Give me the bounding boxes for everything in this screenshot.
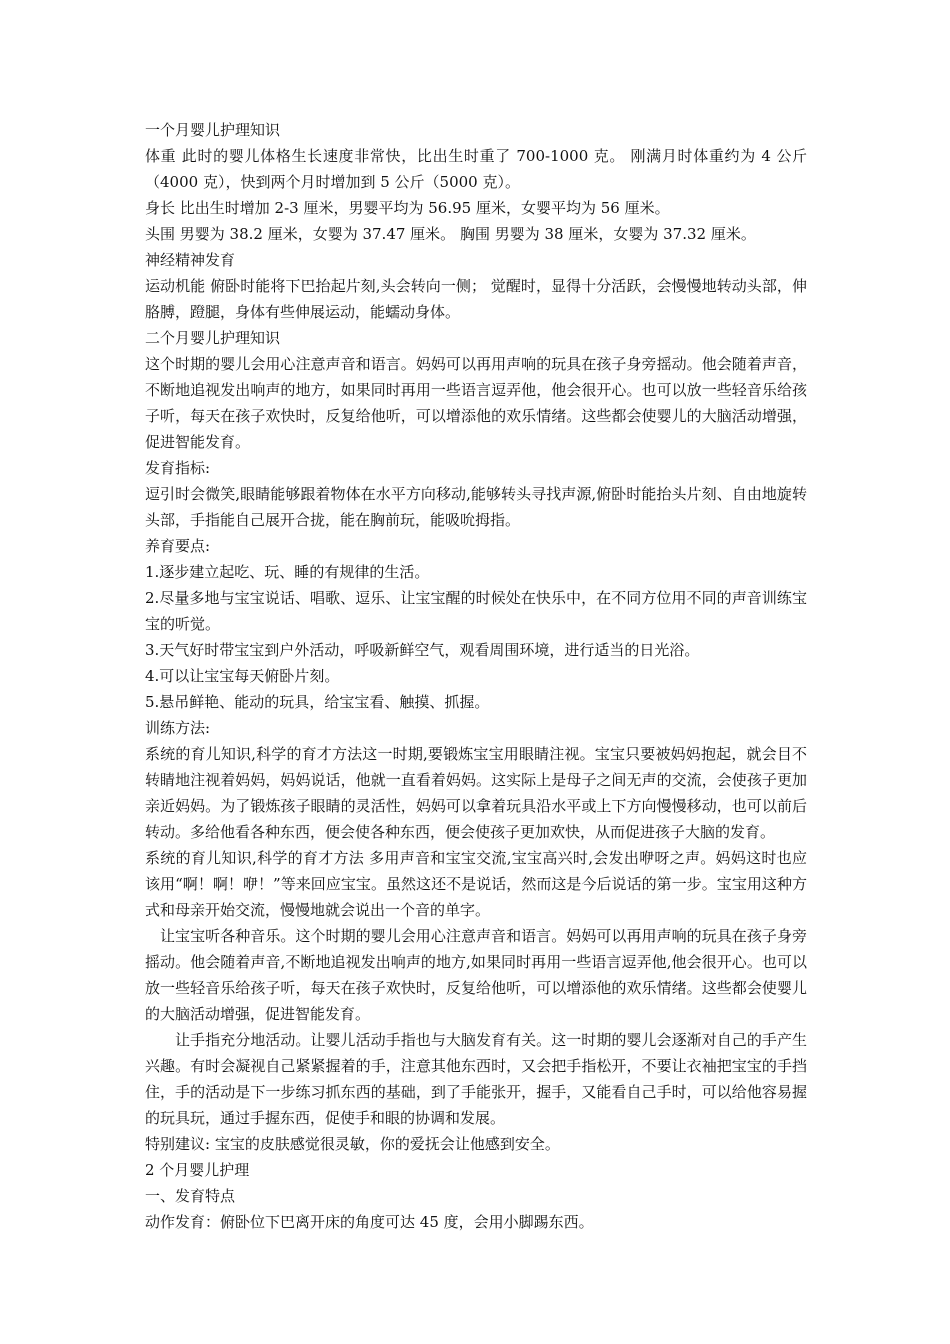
section-title: 一个月婴儿护理知识 xyxy=(145,121,281,139)
paragraph-head-chest: 头围 男婴为 38.2 厘米，女婴为 37.47 厘米。 胸围 男婴为 38 厘米，女婴为 37.32 厘米。 xyxy=(145,225,756,243)
paragraph-motor: 运动机能 俯卧时能将下巴抬起片刻,头会转向一侧； 觉醒时，显得十分活跃，会慢慢地转动头部，伸胳膊，蹬腿，身体有些伸展运动，能蠕动身体。 xyxy=(145,277,807,321)
paragraph: 系统的育儿知识,科学的育才方法 多用声音和宝宝交流,宝宝高兴时,会发出咿呀之声。妈妈这时也应该用“啊！啊！咿！”等来回应宝宝。虽然这还不是说话，然而这是今后说话的第一步。宝宝用这种方式和母亲开始交流，慢慢地就会说出一个音的单字。 xyxy=(145,849,807,919)
list-item: 1.逐步建立起吃、玩、睡的有规律的生活。 xyxy=(145,563,430,581)
paragraph: 让手指充分地活动。让婴儿活动手指也与大脑发育有关。这一时期的婴儿会逐渐对自己的手产生兴趣。有时会凝视自己紧紧握着的手，注意其他东西时，又会把手指松开，不要让衣袖把宝宝的手挡住，手的活动是下一步练习抓东西的基础，到了手能张开，握手，又能看自己手时，可以给他容易握的玩具玩，通过手握东西，促使手和眼的协调和发展。 xyxy=(145,1031,807,1127)
section-heading: 发育指标: xyxy=(145,459,211,477)
paragraph: 逗引时会微笑,眼睛能够跟着物体在水平方向移动,能够转头寻找声源,俯卧时能抬头片刻、自由地旋转头部，手指能自己展开合拢，能在胸前玩，能吸吮拇指。 xyxy=(145,485,807,529)
section-heading: 训练方法: xyxy=(145,719,211,737)
paragraph: 让宝宝听各种音乐。这个时期的婴儿会用心注意声音和语言。妈妈可以再用声响的玩具在孩子身旁摇动。他会随着声音,不断地追视发出响声的地方,如果同时再用一些语言逗弄他,他会很开心。也可以放一些轻音乐给孩子听，每天在孩子欢快时，反复给他听，可以增添他的欢乐情绪。这些都会使婴儿的大脑活动增强，促进智能发育。 xyxy=(145,927,807,1023)
paragraph: 系统的育儿知识,科学的育才方法这一时期,要锻炼宝宝用眼睛注视。宝宝只要被妈妈抱起，就会目不转睛地注视着妈妈，妈妈说话，他就一直看着妈妈。这实际上是母子之间无声的交流，会使孩子更加亲近妈妈。为了锻炼孩子眼睛的灵活性，妈妈可以拿着玩具沿水平或上下方向慢慢移动，也可以前后转动。多给他看各种东西，便会使各种东西，便会使孩子更加欢快，从而促进孩子大脑的发育。 xyxy=(145,745,807,841)
list-item: 5.悬吊鲜艳、能动的玩具，给宝宝看、触摸、抓握。 xyxy=(145,693,490,711)
section-title: 2 个月婴儿护理 xyxy=(145,1161,250,1179)
section-heading: 神经精神发育 xyxy=(145,251,236,269)
section-heading: 一、发育特点 xyxy=(145,1187,236,1205)
paragraph: 这个时期的婴儿会用心注意声音和语言。妈妈可以再用声响的玩具在孩子身旁摇动。他会随着声音，不断地追视发出响声的地方，如果同时再用一些语言逗弄他，他会很开心。也可以放一些轻音乐给孩子听，每天在孩子欢快时，反复给他听，可以增添他的欢乐情绪。这些都会使婴儿的大脑活动增强，促进智能发育。 xyxy=(145,355,807,451)
list-item: 4.可以让宝宝每天俯卧片刻。 xyxy=(145,667,340,685)
paragraph-weight: 体重 此时的婴儿体格生长速度非常快，比出生时重了 700-1000 克。 刚满月时体重约为 4 公斤（4000 克），快到两个月时增加到 5 公斤（5000 克）。 xyxy=(145,147,807,191)
paragraph: 动作发育：俯卧位下巴离开床的角度可达 45 度，会用小脚踢东西。 xyxy=(145,1213,594,1231)
list-item: 3.天气好时带宝宝到户外活动，呼吸新鲜空气，观看周围环境，进行适当的日光浴。 xyxy=(145,641,700,659)
section-heading: 养育要点: xyxy=(145,537,211,555)
document-page xyxy=(145,117,807,1235)
section-title: 二个月婴儿护理知识 xyxy=(145,329,281,347)
special-advice: 特别建议: 宝宝的皮肤感觉很灵敏，你的爱抚会让他感到安全。 xyxy=(145,1135,560,1153)
list-item: 2.尽量多地与宝宝说话、唱歌、逗乐、让宝宝醒的时候处在快乐中，在不同方位用不同的声音训练宝宝的听觉。 xyxy=(145,589,807,633)
paragraph-length: 身长 比出生时增加 2-3 厘米，男婴平均为 56.95 厘米，女婴平均为 56 厘米。 xyxy=(145,199,670,217)
